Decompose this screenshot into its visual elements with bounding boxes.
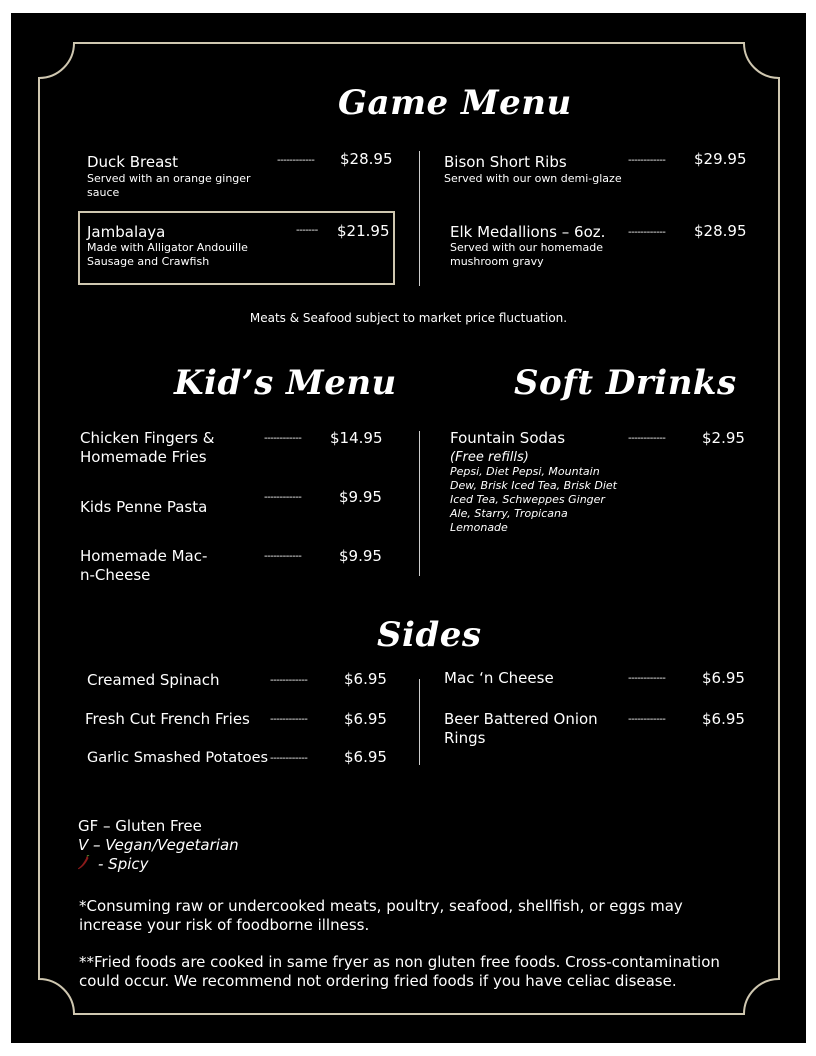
menu-item-price: $6.95 <box>702 669 745 687</box>
menu-item-description: Pepsi, Diet Pepsi, Mountain Dew, Brisk Iced Tea, Brisk Diet Iced Tea, Schweppes Ginger Ale, Starry, Tropicana Lemonade <box>450 465 617 534</box>
menu-item-price: $2.95 <box>702 429 745 447</box>
column-divider <box>419 151 420 286</box>
menu-item-name: Fountain Sodas <box>450 429 566 447</box>
leader-dashes: ------------ <box>270 675 308 686</box>
game-menu-title: Game Menu <box>338 83 572 123</box>
menu-item-name: Jambalaya <box>87 223 166 241</box>
sides-title: Sides <box>377 615 482 655</box>
menu-item-price: $9.95 <box>339 547 382 565</box>
menu-page <box>11 13 806 1043</box>
menu-item-subtitle: (Free refills) <box>450 450 529 465</box>
menu-item-description: Served with an orange ginger sauce <box>87 172 251 199</box>
menu-item-name: Elk Medallions – 6oz. <box>450 223 606 241</box>
menu-item-price: $28.95 <box>694 222 747 240</box>
leader-dashes: ------------ <box>270 714 308 725</box>
menu-item-price: $9.95 <box>339 488 382 506</box>
leader-dashes: ------------ <box>270 753 308 764</box>
raw-food-disclaimer: *Consuming raw or undercooked meats, poultry, seafood, shellfish, or eggs may increase your risk of foodborne illness. <box>79 897 683 934</box>
column-divider <box>419 431 420 576</box>
menu-item-name: Chicken Fingers & Homemade Fries <box>80 429 215 466</box>
menu-item-name: Fresh Cut French Fries <box>85 710 250 728</box>
leader-dashes: ------- <box>296 225 318 236</box>
leader-dashes: ------------ <box>264 551 302 562</box>
legend-spicy: - Spicy <box>98 855 149 873</box>
leader-dashes: ------------ <box>628 433 666 444</box>
column-divider <box>419 679 420 765</box>
menu-item-price: $21.95 <box>337 222 390 240</box>
menu-item-price: $6.95 <box>702 710 745 728</box>
legend-vegan: V – Vegan/Vegetarian <box>78 836 239 854</box>
menu-item-price: $6.95 <box>344 748 387 766</box>
menu-item-price: $28.95 <box>340 150 393 168</box>
menu-item-name: Bison Short Ribs <box>444 153 567 171</box>
menu-item-description: Served with our own demi-glaze <box>444 172 622 185</box>
menu-item-description: Served with our homemade mushroom gravy <box>450 241 603 268</box>
market-price-note: Meats & Seafood subject to market price fluctuation. <box>249 311 568 325</box>
menu-item-description: Made with Alligator Andouille Sausage and Crawfish <box>87 241 248 268</box>
soft-drinks-title: Soft Drinks <box>514 363 737 403</box>
menu-item-name: Kids Penne Pasta <box>80 498 208 516</box>
menu-item-price: $6.95 <box>344 710 387 728</box>
leader-dashes: ------------ <box>628 155 666 166</box>
menu-item-name: Creamed Spinach <box>87 671 220 689</box>
leader-dashes: ------------ <box>628 227 666 238</box>
leader-dashes: ------------ <box>277 155 315 166</box>
leader-dashes: ------------ <box>264 433 302 444</box>
menu-item-price: $14.95 <box>330 429 383 447</box>
legend-gluten-free: GF – Gluten Free <box>78 817 202 835</box>
menu-item-price: $6.95 <box>344 670 387 688</box>
menu-item-name: Duck Breast <box>87 153 179 171</box>
menu-item-name: Homemade Mac-n-Cheese <box>80 547 208 584</box>
menu-item-name: Beer Battered Onion Rings <box>444 710 598 747</box>
leader-dashes: ------------ <box>264 492 302 503</box>
menu-item-name: Garlic Smashed Potatoes <box>87 750 269 766</box>
fried-food-disclaimer: **Fried foods are cooked in same fryer as non gluten free foods. Cross-contamination could occur. We recommend not ordering fried foods if you have celiac disease. <box>79 953 720 990</box>
menu-item-name: Mac ‘n Cheese <box>444 669 554 687</box>
chili-pepper-icon <box>77 855 91 871</box>
leader-dashes: ------------ <box>628 673 666 684</box>
kids-menu-title: Kid’s Menu <box>174 363 397 403</box>
menu-item-price: $29.95 <box>694 150 747 168</box>
leader-dashes: ------------ <box>628 714 666 725</box>
